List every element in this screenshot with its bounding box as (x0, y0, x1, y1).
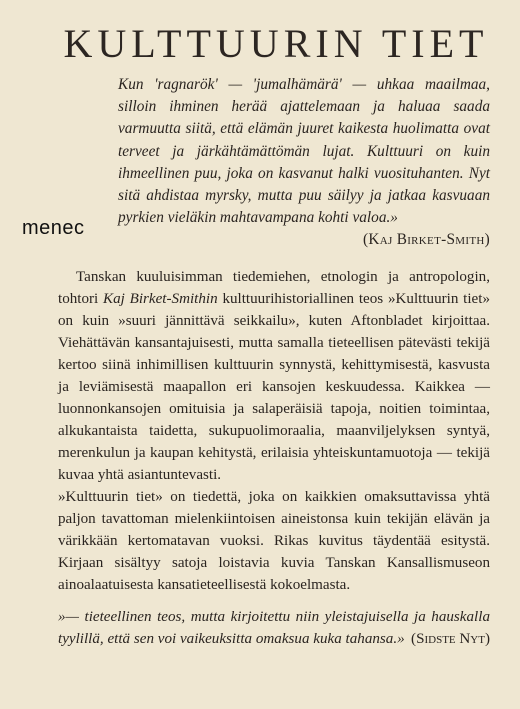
epigraph-quote (118, 74, 490, 252)
epigraph-attribution: (Kaj Birket-Smith) (363, 231, 490, 249)
body-paragraph-1: Tanskan kuuluisimman tiedemiehen, etnologin ja antropologin, tohtori Kaj Birket-Smithin kulttuurihistoriallinen teos »Kulttuurin tiet» on kuin »suuri jännittävä seikkailu», kuten Aftonbladet kirjoittaa. Viehättävän kansantajuisesti, mutta samalla tieteellisen pätevästi tekijä kertoo siinä inhimillisen kulttuurin synnystä, kehittymisestä, kasvusta ja leviämisestä maapallon eri kansojen keskuudessa. Kaikkea — luonnonkansojen omituisia ja salaperäisiä tapoja, noitien toimintaa, alkukantaista taidetta, sukupuolimoraalia, maanviljelyksen syntyä, merenkulun ja kaupan kehitystä, erilaisia yhteiskuntamuotoja — tekijä kuvaa yhtä asiantuntevasti. (58, 268, 490, 483)
closing-text: »— tieteellinen teos, mutta kirjoitettu niin yleistajuisella ja hauskalla tyylillä, että sen voi vaikeuksitta omaksua kuka tahansa.» (58, 608, 490, 647)
body-text (58, 266, 490, 596)
author-name: Kaj Birket-Smithin (103, 290, 218, 307)
closing-quote (58, 606, 490, 650)
epigraph-text: Kun 'ragnarök' — 'jumalhämärä' — uhkaa maailmaa, silloin ihminen herää ajattelemaan ja haluaa saada varmuutta siitä, että elämän juuret kaikesta huolimatta ovat terveet ja järkähtämättömän lujat. Kulttuuri on kuin ihmeellinen puu, joka on kasvanut halki vuosituhanten. Nyt sitä ahdistaa myrsky, mutta puu säilyy ja jatkaa kasvuaan pyrkien vieläkin mahtavampana kohti valoa.» (118, 76, 490, 227)
watermark-stamp: menec (22, 217, 85, 239)
body-paragraph-2: »Kulttuurin tiet» on tiedettä, joka on kaikkien omaksuttavissa yhtä paljon tavattoman mielenkiintoisen aineistonsa kuin tekijän elävän ja värikkään kertomatavan vuoksi. Rikas kuvitus täydentää esitystä. Kirjaan sisältyy satoja loistavia kuvia Tanskan Kansallismuseon ainoalaatuisesta kansatieteellisestä kokoelmasta. (58, 488, 490, 593)
page-title: KULTTUURIN TIET (63, 21, 489, 66)
closing-attribution: (Sidste Nyt) (411, 630, 490, 647)
